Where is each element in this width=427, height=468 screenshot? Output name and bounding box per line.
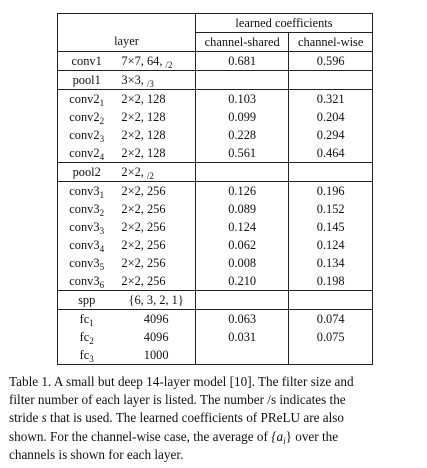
channel-wise-value: 0.321: [289, 90, 373, 109]
layer-name-cell: [58, 144, 116, 163]
layer-spec-cell: [115, 182, 195, 201]
stride-subscript: /3: [146, 78, 154, 89]
caption-text: that is used. The learned coefficients of PReLU are also: [46, 410, 344, 426]
layer-name: conv3: [69, 255, 100, 270]
layer-coefficients-table: [57, 13, 373, 365]
layer-name-subscript: 2: [99, 115, 105, 126]
stride-subscript: /2: [146, 170, 154, 181]
layer-spec-cell: [115, 328, 195, 346]
layer-name: conv2: [69, 109, 100, 124]
layer-spec: {6, 3, 2, 1}: [128, 292, 184, 307]
caption-math-var: s: [41, 410, 47, 426]
layer-spec: 2×2, 256: [121, 201, 166, 216]
layer-spec: 4096: [143, 311, 169, 326]
stride-subscript: /2: [165, 59, 173, 70]
layer-name-cell: [58, 272, 116, 291]
layer-spec-cell: [115, 310, 195, 329]
channel-wise-value: 0.152: [289, 200, 373, 218]
layer-spec-cell: [115, 254, 195, 272]
layer-name-cell: [58, 163, 116, 182]
layer-name-subscript: 1: [89, 317, 94, 328]
layer-name-subscript: 4: [99, 243, 105, 254]
layer-spec: 2×2, 256: [121, 183, 166, 198]
layer-name: fc: [79, 347, 90, 362]
layer-name-cell: [58, 52, 116, 71]
layer-name-cell: [58, 108, 116, 126]
layer-spec: 2×2, 128: [121, 109, 166, 124]
layer-name: fc: [79, 329, 90, 344]
layer-spec: 2×2, 128: [121, 127, 166, 142]
layer-spec-cell: [115, 126, 195, 144]
layer-spec: 1000: [143, 347, 169, 362]
layer-spec-cell: [115, 236, 195, 254]
layer-spec: 2×2, 256: [121, 255, 166, 270]
layer-spec-cell: [115, 218, 195, 236]
table-row: [58, 144, 373, 163]
layer-name: fc: [79, 311, 90, 326]
layer-name-subscript: 6: [99, 279, 105, 290]
channel-wise-value: 0.204: [289, 108, 373, 126]
header-empty-cell: [58, 14, 196, 33]
layer-spec-cell: [115, 346, 195, 365]
layer-spec: 2×2, 256: [121, 219, 166, 234]
caption-text: stride: [9, 410, 42, 426]
table-row: [58, 52, 373, 71]
layer-name: pool: [72, 164, 95, 179]
table-row: [58, 90, 373, 109]
layer-name-cell: [58, 310, 116, 329]
channel-wise-value: 0.464: [289, 144, 373, 163]
layer-name-cell: [58, 182, 116, 201]
layer-name: pool: [72, 72, 95, 87]
channel-shared-value: 0.089: [195, 200, 288, 218]
channel-shared-value: 0.124: [195, 218, 288, 236]
layer-spec: 2×2, 256: [121, 273, 166, 288]
layer-spec: 2×2,: [121, 164, 144, 179]
table-body: [58, 52, 373, 365]
table-row: [58, 126, 373, 144]
layer-name: conv3: [69, 201, 100, 216]
channel-wise-value: 0.134: [289, 254, 373, 272]
layer-name-cell: [58, 236, 116, 254]
layer-spec-cell: [115, 163, 195, 182]
channel-shared-value: 0.561: [195, 144, 288, 163]
channel-shared-value: [195, 291, 288, 310]
caption-text: over the: [291, 428, 339, 444]
table-header-row-group: [58, 14, 373, 33]
layer-spec-cell: [115, 71, 195, 90]
layer-header: layer: [58, 33, 196, 52]
layer-spec-cell: [115, 200, 195, 218]
layer-name-subscript: 3: [99, 133, 105, 144]
caption-math-var: {a: [271, 428, 284, 444]
caption-line-2: filter number of each layer is listed. The number /s indicates the: [9, 392, 346, 408]
channel-shared-value: 0.099: [195, 108, 288, 126]
channel-wise-value: [289, 163, 373, 182]
layer-spec-cell: [115, 291, 195, 310]
channel-shared-value: [195, 346, 288, 365]
layer-name-cell: [58, 346, 116, 365]
layer-spec-cell: [115, 272, 195, 291]
channel-shared-header: channel-shared: [195, 33, 288, 52]
table-row: [58, 71, 373, 90]
layer-spec-cell: [115, 90, 195, 109]
layer-name-cell: [58, 291, 116, 310]
table-header-row-columns: [58, 33, 373, 52]
layer-name-subscript: 2: [99, 207, 105, 218]
layer-spec: 3×3,: [121, 72, 144, 87]
channel-shared-value: 0.103: [195, 90, 288, 109]
channel-wise-value: 0.075: [289, 328, 373, 346]
layer-spec-cell: [115, 108, 195, 126]
table-row: [58, 272, 373, 291]
table-row: [58, 182, 373, 201]
channel-wise-header: channel-wise: [289, 33, 373, 52]
channel-wise-value: 0.198: [289, 272, 373, 291]
layer-name-subscript: 3: [89, 353, 94, 364]
layer-name-subscript: 2: [89, 335, 94, 346]
layer-spec: 4096: [143, 329, 169, 344]
layer-name-cell: [58, 90, 116, 109]
layer-name-index: 1: [94, 72, 101, 87]
layer-name: conv3: [69, 273, 100, 288]
layer-name: conv3: [69, 237, 100, 252]
channel-wise-value: 0.294: [289, 126, 373, 144]
channel-wise-value: [289, 291, 373, 310]
channel-wise-value: 0.596: [289, 52, 373, 71]
layer-name-cell: [58, 218, 116, 236]
channel-shared-value: 0.031: [195, 328, 288, 346]
layer-name: conv2: [69, 127, 100, 142]
layer-name: spp: [78, 292, 96, 307]
caption-math-brace: }: [285, 428, 292, 444]
layer-name: conv2: [69, 91, 100, 106]
layer-name-cell: [58, 126, 116, 144]
layer-name-subscript: 4: [99, 151, 105, 162]
table-row: [58, 346, 373, 365]
table-row: [58, 254, 373, 272]
caption-text: shown. For the channel-wise case, the average of: [9, 428, 272, 444]
table-row: [58, 200, 373, 218]
layer-name-subscript: 1: [99, 189, 105, 200]
layer-spec-cell: [115, 52, 195, 71]
layer-name: conv3: [69, 183, 100, 198]
layer-name-cell: [58, 200, 116, 218]
layer-name-cell: [58, 254, 116, 272]
caption-line-5: channels is shown for each layer.: [9, 446, 184, 462]
channel-shared-value: 0.126: [195, 182, 288, 201]
table-caption: [9, 373, 417, 464]
layer-spec: 2×2, 128: [121, 145, 166, 160]
channel-shared-value: 0.063: [195, 310, 288, 329]
channel-shared-value: 0.681: [195, 52, 288, 71]
caption-math-sub: i: [283, 435, 286, 446]
layer-spec-cell: [115, 144, 195, 163]
layer-spec: 2×2, 256: [121, 237, 166, 252]
table-row: [58, 291, 373, 310]
channel-shared-value: [195, 71, 288, 90]
caption-line-4: [9, 428, 417, 446]
table-row: [58, 328, 373, 346]
layer-name-cell: [58, 328, 116, 346]
channel-shared-value: 0.062: [195, 236, 288, 254]
channel-wise-value: [289, 346, 373, 365]
layer-name-subscript: 5: [99, 261, 105, 272]
layer-name-subscript: 3: [99, 225, 105, 236]
channel-wise-value: 0.145: [289, 218, 373, 236]
table-row: [58, 236, 373, 254]
table-row: [58, 108, 373, 126]
channel-wise-value: 0.196: [289, 182, 373, 201]
caption-line-3: [9, 409, 417, 427]
layer-name-subscript: 1: [99, 97, 105, 108]
layer-name-index: 2: [94, 164, 101, 179]
layer-name: conv2: [69, 145, 100, 160]
caption-line-1: Table 1. A small but deep 14-layer model [10]. The filter size and: [9, 374, 354, 389]
channel-wise-value: 0.074: [289, 310, 373, 329]
channel-wise-value: 0.124: [289, 236, 373, 254]
layer-name-cell: [58, 71, 116, 90]
table-row: [58, 310, 373, 329]
channel-shared-value: [195, 163, 288, 182]
learned-coefficients-header: learned coefficients: [195, 14, 372, 33]
channel-shared-value: 0.008: [195, 254, 288, 272]
table-row: [58, 218, 373, 236]
table-row: [58, 163, 373, 182]
channel-shared-value: 0.210: [195, 272, 288, 291]
layer-name-index: 1: [95, 53, 102, 68]
layer-name: conv3: [69, 219, 100, 234]
channel-wise-value: [289, 71, 373, 90]
layer-name: conv: [71, 53, 96, 68]
layer-spec: 2×2, 128: [121, 91, 166, 106]
channel-shared-value: 0.228: [195, 126, 288, 144]
layer-spec: 7×7, 64,: [121, 53, 163, 68]
